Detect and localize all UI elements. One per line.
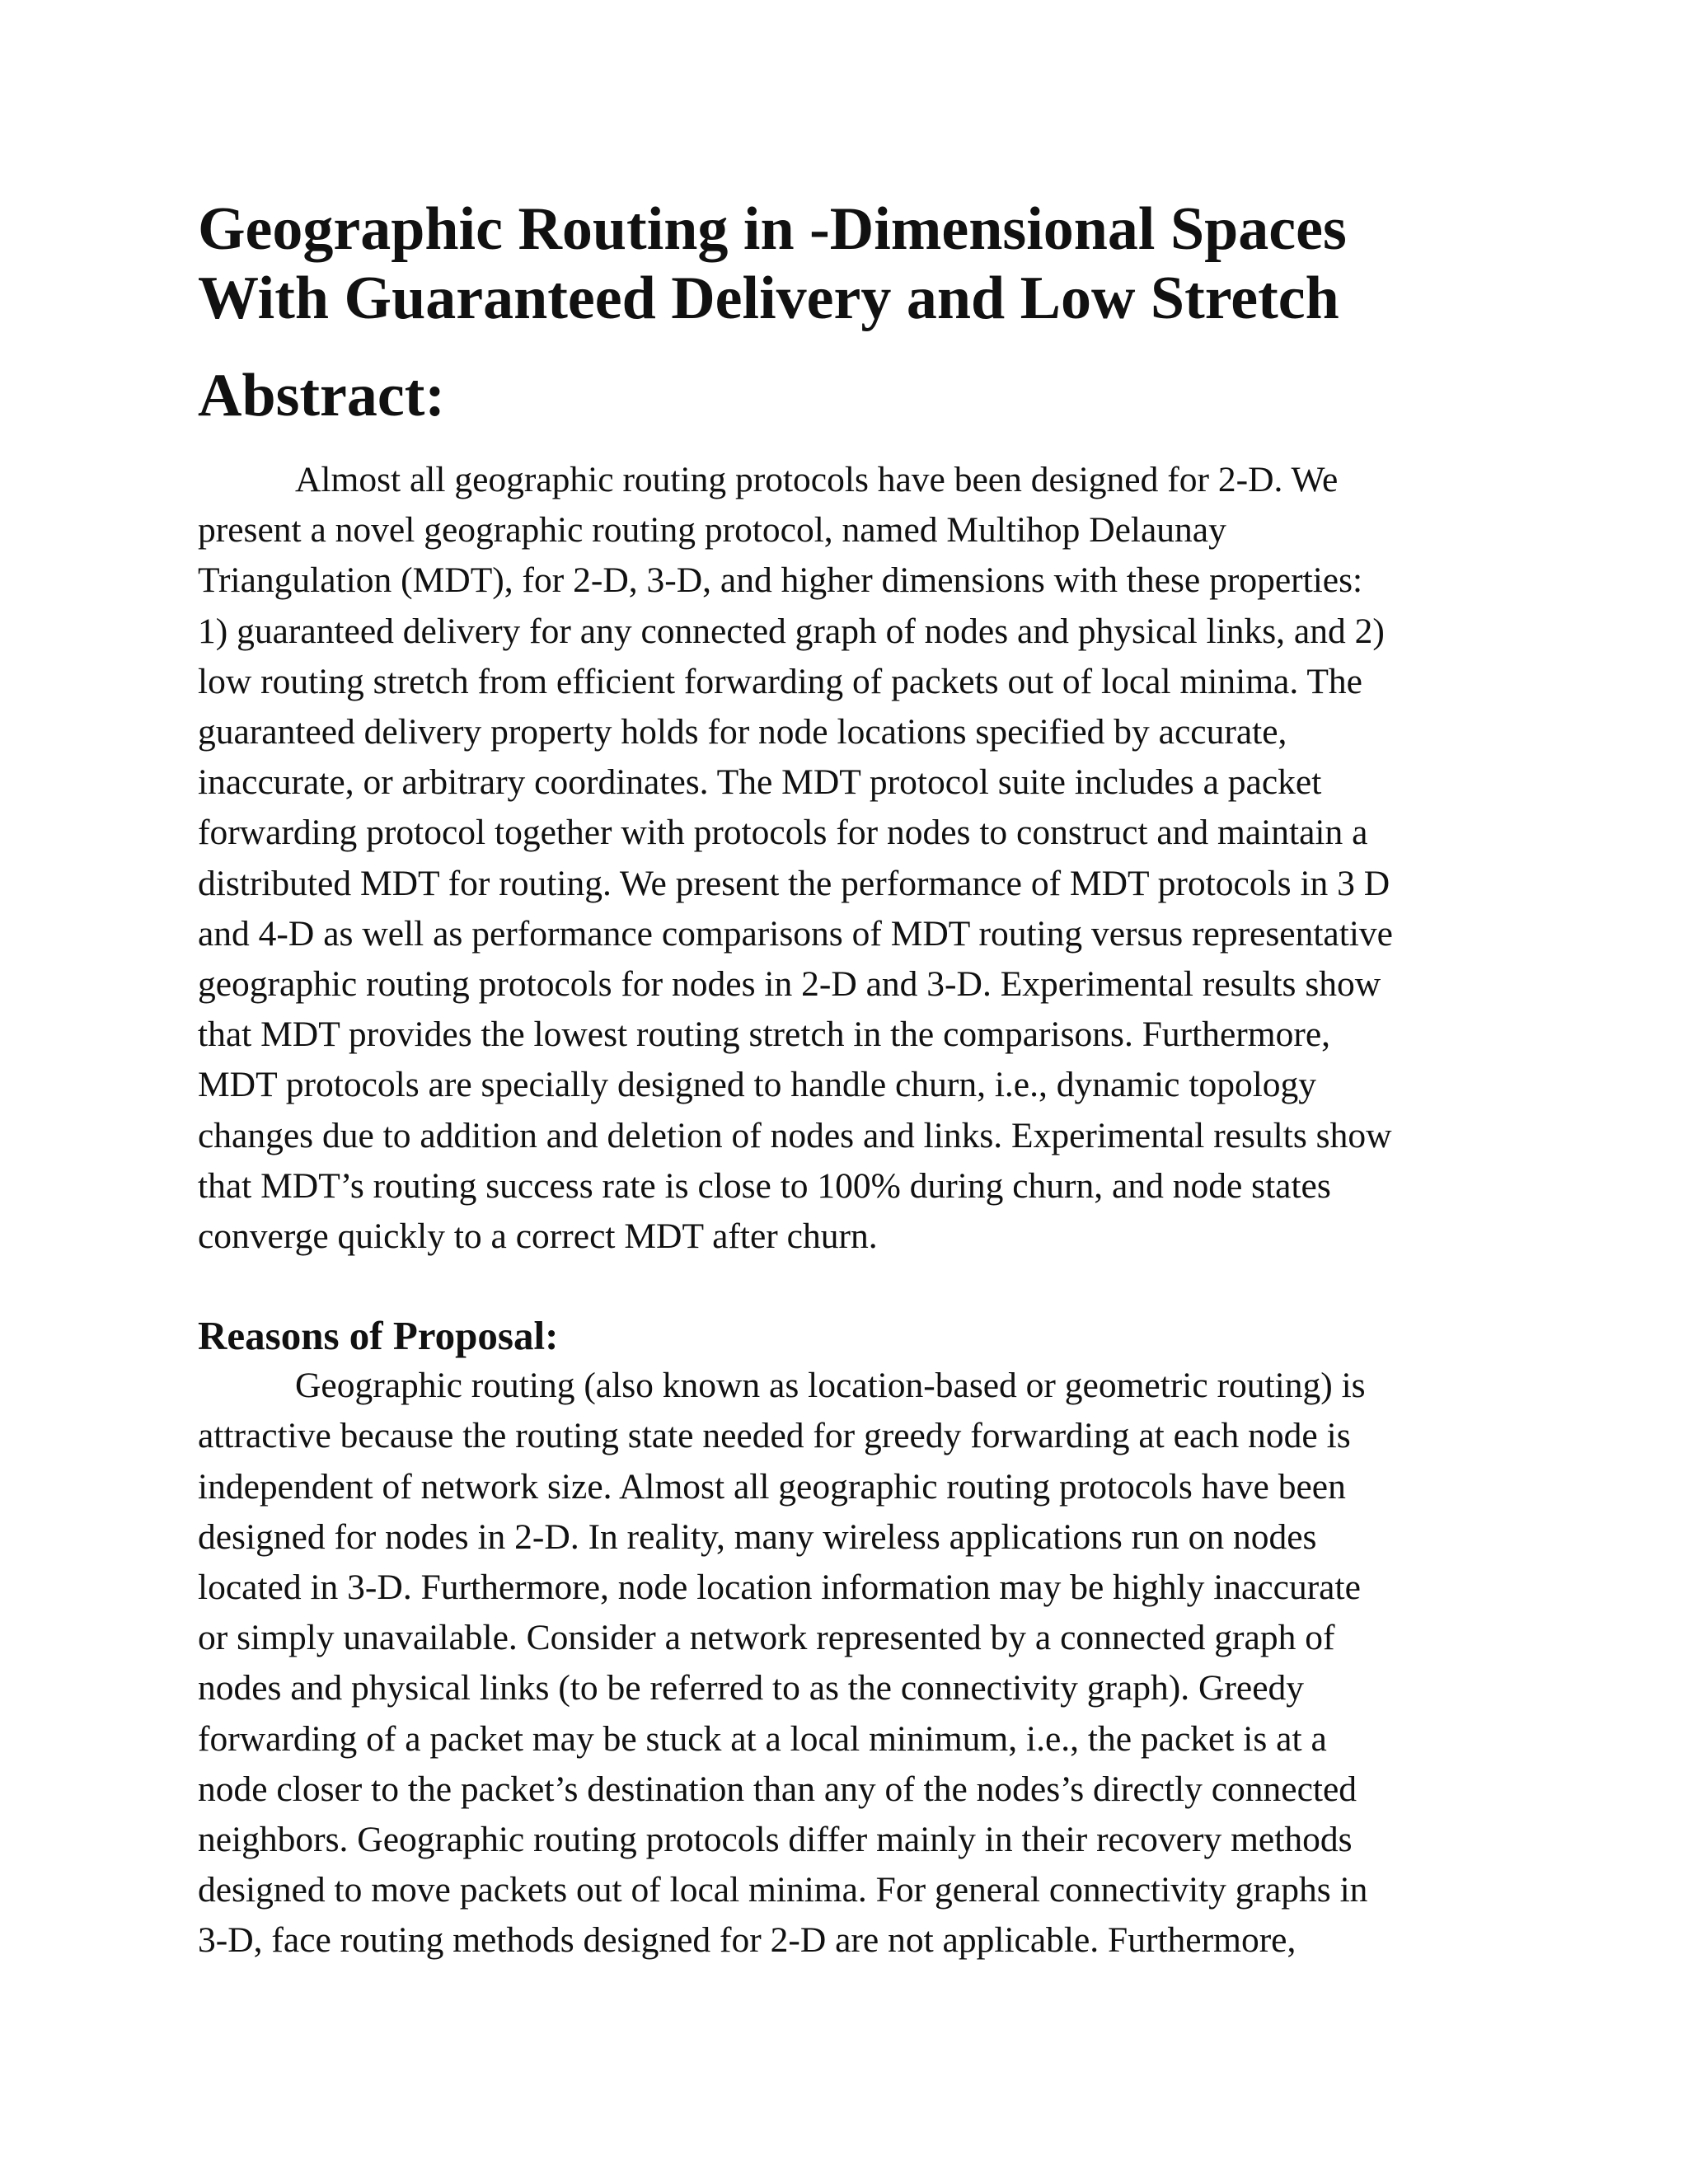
abstract-line: present a novel geographic routing protocol, named Multihop Delaunay — [198, 510, 1226, 551]
abstract-line: 1) guaranteed delivery for any connected graph of nodes and physical links, and 2) — [198, 611, 1385, 651]
reasons-line: attractive because the routing state needed for greedy forwarding at each node is — [198, 1416, 1351, 1456]
abstract-line: that MDT provides the lowest routing stretch in the comparisons. Furthermore, — [198, 1015, 1331, 1055]
reasons-line: independent of network size. Almost all geographic routing protocols have been — [198, 1466, 1346, 1507]
reasons-line: located in 3-D. Furthermore, node location information may be highly inaccurate — [198, 1568, 1361, 1608]
title-line-2: With Guaranteed Delivery and Low Stretch — [198, 265, 1339, 332]
reasons-line: designed for nodes in 2-D. In reality, many wireless applications run on nodes — [198, 1516, 1317, 1557]
abstract-line: geographic routing protocols for nodes in 2-D and 3-D. Experimental results show — [198, 964, 1381, 1005]
reasons-line: nodes and physical links (to be referred to as the connectivity graph). Greedy — [198, 1668, 1305, 1708]
abstract-line: guaranteed delivery property holds for node locations specified by accurate, — [198, 712, 1287, 752]
abstract-line: converge quickly to a correct MDT after churn. — [198, 1216, 878, 1257]
abstract-line: and 4-D as well as performance comparisons of MDT routing versus representative — [198, 913, 1393, 954]
document-title — [198, 194, 1500, 333]
reasons-line: or simply unavailable. Consider a network represented by a connected graph of — [198, 1618, 1335, 1658]
abstract-line: MDT protocols are specially designed to handle churn, i.e., dynamic topology — [198, 1065, 1317, 1105]
abstract-line: inaccurate, or arbitrary coordinates. The MDT protocol suite includes a packet — [198, 762, 1322, 803]
abstract-line: forwarding protocol together with protocols for nodes to construct and maintain a — [198, 813, 1368, 853]
reasons-line: 3-D, face routing methods designed for 2-D are not applicable. Furthermore, — [198, 1920, 1296, 1961]
reasons-heading: Reasons of Proposal: — [198, 1313, 559, 1359]
abstract-line: that MDT’s routing success rate is close to 100% during churn, and node states — [198, 1165, 1331, 1206]
abstract-heading: Abstract: — [198, 362, 446, 429]
title-line-1: Geographic Routing in -Dimensional Spaces — [198, 195, 1347, 263]
reasons-line: Geographic routing (also known as location-based or geometric routing) is — [295, 1366, 1366, 1406]
reasons-line: neighbors. Geographic routing protocols differ mainly in their recovery methods — [198, 1820, 1353, 1860]
abstract-line: distributed MDT for routing. We present the performance of MDT protocols in 3 D — [198, 863, 1390, 903]
abstract-line: low routing stretch from efficient forwarding of packets out of local minima. The — [198, 661, 1362, 701]
abstract-line: Almost all geographic routing protocols have been designed for 2-D. We — [295, 460, 1339, 499]
document-page — [198, 194, 1500, 1966]
reasons-paragraph — [198, 1361, 1500, 1966]
reasons-line: forwarding of a packet may be stuck at a local minimum, i.e., the packet is at a — [198, 1718, 1327, 1759]
abstract-line: changes due to addition and deletion of nodes and links. Experimental results show — [198, 1115, 1392, 1155]
reasons-line: node closer to the packet’s destination than any of the nodes’s directly connected — [198, 1769, 1357, 1809]
abstract-line: Triangulation (MDT), for 2-D, 3-D, and higher dimensions with these properties: — [198, 560, 1363, 601]
reasons-line: designed to move packets out of local minima. For general connectivity graphs in — [198, 1870, 1368, 1910]
abstract-paragraph — [198, 455, 1500, 1262]
